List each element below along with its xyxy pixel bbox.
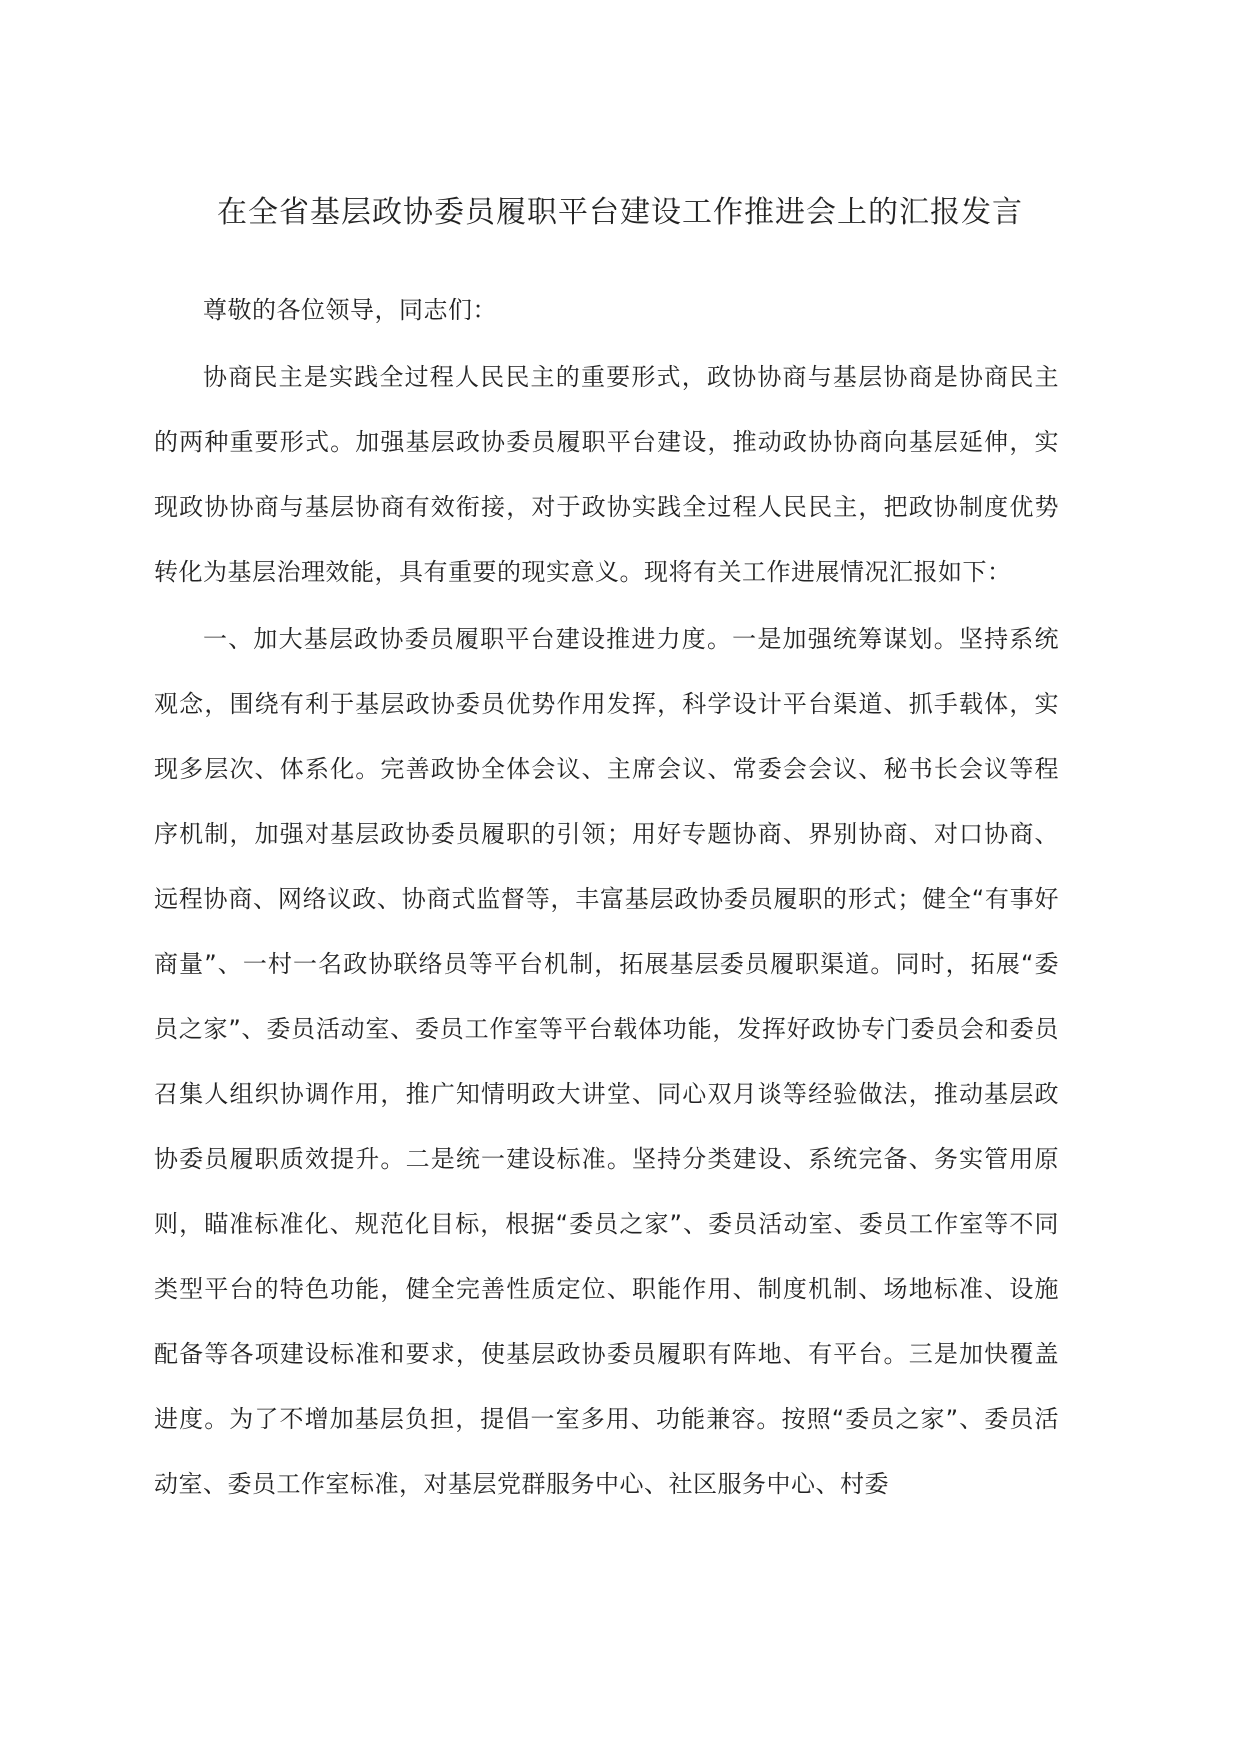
paragraph-intro: 协商民主是实践全过程人民民主的重要形式，政协协商与基层协商是协商民主的两种重要形式。加强基层政协委员履职平台建设，推动政协协商向基层延伸，实现政协协商与基层协商有效衔接，对于政协实践全过程人民民主，把政协制度优势转化为基层治理效能，具有重要的现实意义。现将有关工作进展情况汇报如下：	[154, 363, 1059, 586]
page-title: 在全省基层政协委员履职平台建设工作推进会上的汇报发言	[217, 195, 1023, 230]
paragraph-section-one: 一、加大基层政协委员履职平台建设推进力度。一是加强统筹谋划。坚持系统观念，围绕有利于基层政协委员优势作用发挥，科学设计平台渠道、抓手载体，实现多层次、体系化。完善政协全体会议、主席会议、常委会会议、秘书长会议等程序机制，加强对基层政协委员履职的引领；用好专题协商、界别协商、对口协商、远程协商、网络议政、协商式监督等，丰富基层政协委员履职的形式；健全“有事好商量”、一村一名政协联络员等平台机制，拓展基层委员履职渠道。同时，拓展“委员之家”、委员活动室、委员工作室等平台载体功能，发挥好政协专门委员会和委员召集人组织协调作用，推广知情明政大讲堂、同心双月谈等经验做法，推动基层政协委员履职质效提升。二是统一建设标准。坚持分类建设、系统完备、务实管用原则，瞄准标准化、规范化目标，根据“委员之家”、委员活动室、委员工作室等不同类型平台的特色功能，健全完善性质定位、职能作用、制度机制、场地标准、设施配备等各项建设标准和要求，使基层政协委员履职有阵地、有平台。三是加快覆盖进度。为了不增加基层负担，提倡一室多用、功能兼容。按照“委员之家”、委员活动室、委员工作室标准，对基层党群服务中心、社区服务中心、村委	[154, 625, 1059, 1498]
salutation: 尊敬的各位领导，同志们：	[203, 296, 497, 324]
